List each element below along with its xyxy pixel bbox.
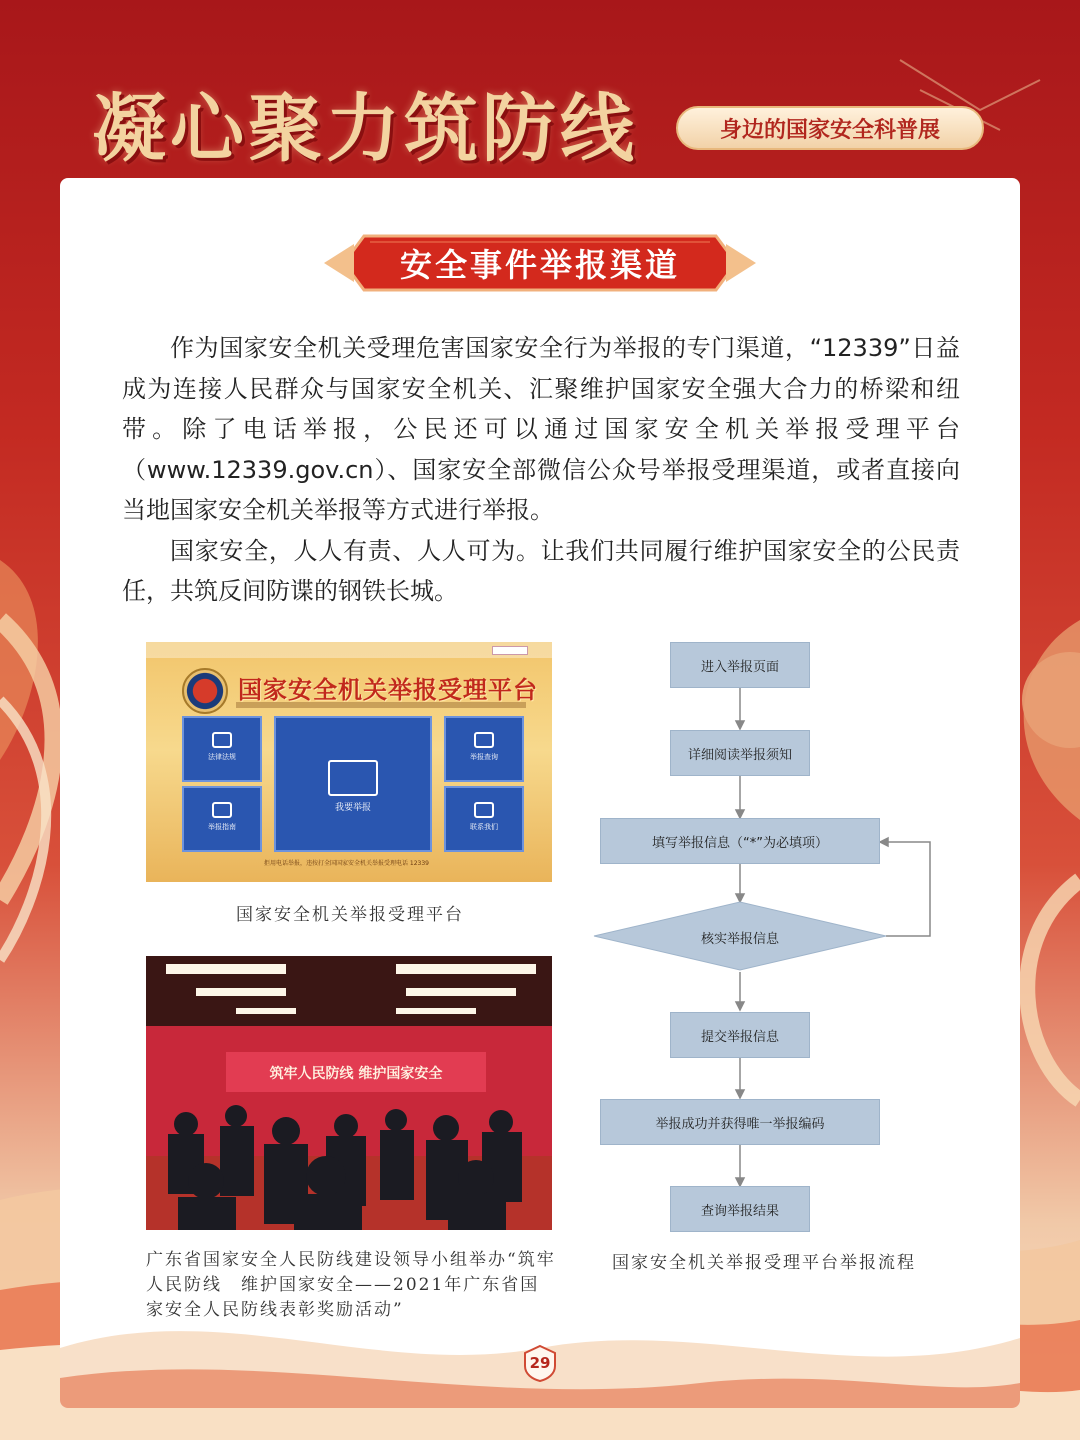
flow-step-7: 查询举报结果 [670, 1186, 810, 1232]
flow-step-6: 举报成功并获得唯一举报编码 [600, 1099, 880, 1145]
tile-report-label: 我要举报 [334, 803, 371, 813]
section-title: 安全事件举报渠道 [399, 246, 680, 284]
body-paragraph-1: 作为国家安全机关受理危害国家安全行为举报的专门渠道，“12339”日益成为连接人民群众与国家安全机关、汇聚维护国家安全强大合力的桥梁和纽带。除了电话举报，公民还可以通过国家安全机关举报受理平台（www.12339.gov.cn）、国家安全部微信公众号举报受理渠道，或者直接向当地国家安全机关举报等方式进行举报。 [122, 334, 960, 524]
flowchart-caption: 国家安全机关举报受理平台举报流程 [612, 1253, 916, 1273]
subtitle-badge: 身边的国家安全科普展 [676, 106, 984, 150]
photo-caption: 广东省国家安全人民防线建设领导小组举办“筑牢人民防线 维护国家安全——2021年广东省国家安全人民防线表彰奖励活动” [146, 1250, 556, 1320]
flow-step-4: 核实举报信息 [700, 931, 779, 947]
flowchart-connectors [60, 178, 1020, 1408]
ceremony-backdrop-text: 筑牢人民防线 维护国家安全 [269, 1066, 443, 1082]
platform-caption: 国家安全机关举报受理平台 [236, 905, 464, 925]
page-number: 29 [529, 1354, 551, 1372]
flow-step-1: 进入举报页面 [670, 642, 810, 688]
flow-step-3: 填写举报信息（“*”为必填项） [600, 818, 880, 864]
tile-guide-label: 举报指南 [208, 823, 236, 831]
content-card [60, 178, 1020, 1408]
platform-title: 国家安全机关举报受理平台 [238, 676, 538, 704]
tile-contact-label: 联系我们 [470, 823, 498, 831]
tile-law-label: 法律法规 [208, 753, 236, 761]
flow-step-2: 详细阅读举报须知 [670, 730, 810, 776]
main-title: 凝心聚力筑防线 [92, 86, 638, 172]
flow-step-5: 提交举报信息 [670, 1012, 810, 1058]
platform-footer: 拒用电话举报，违按打全国国家安全机关举报受理电话 12339 [264, 860, 429, 867]
tile-query-label: 举报查询 [470, 753, 498, 761]
body-paragraph-2: 国家安全，人人有责、人人可为。让我们共同履行维护国家安全的公民责任，共筑反间防谍的钢铁长城。 [122, 536, 960, 605]
